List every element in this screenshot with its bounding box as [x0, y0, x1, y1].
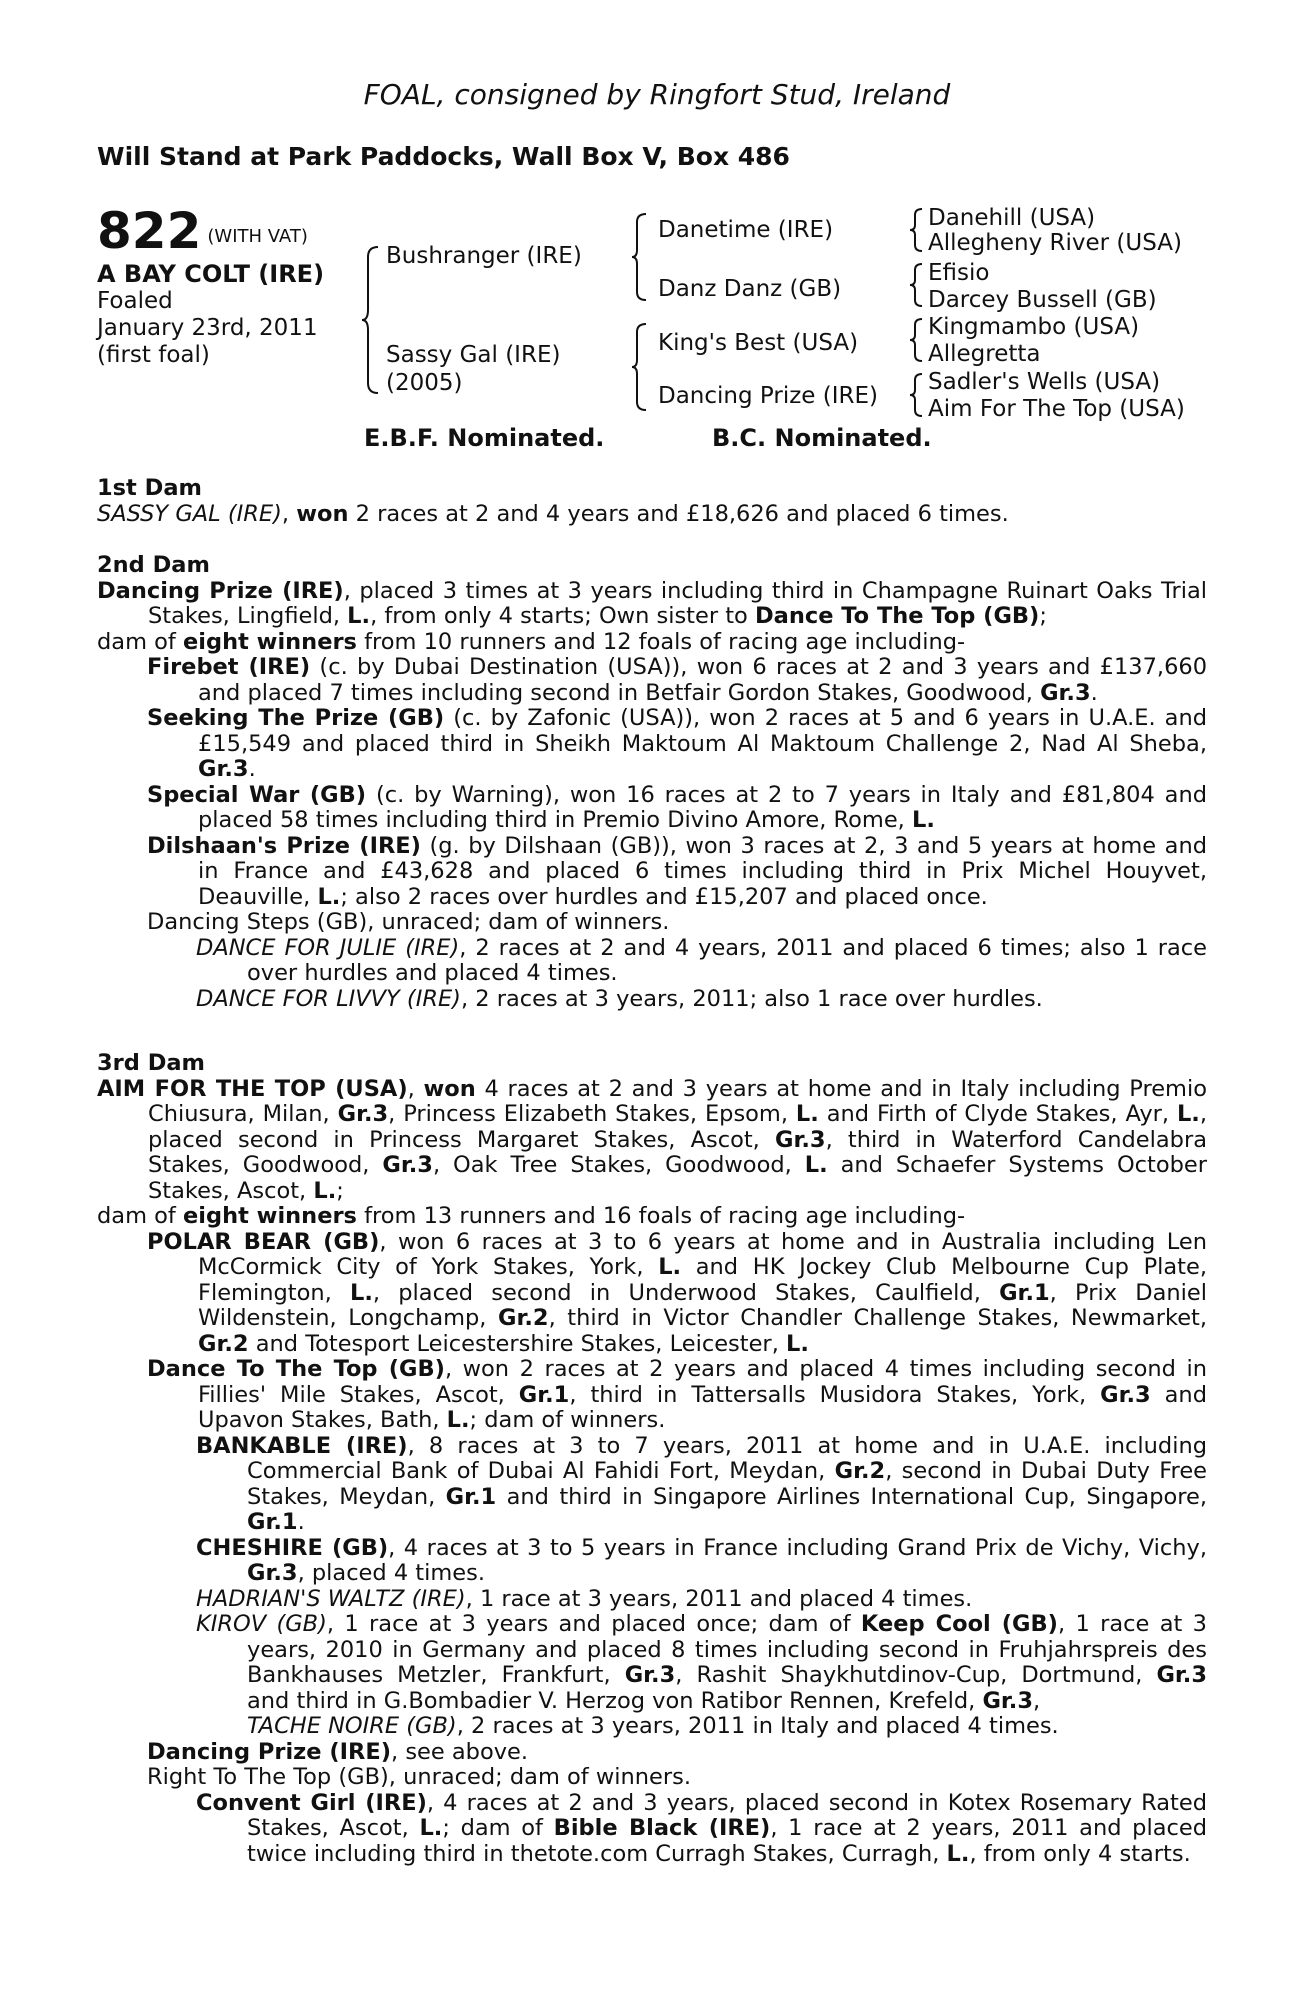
ancestor-2: Allegheny River (USA) — [928, 230, 1182, 256]
second-dam-heading: 2nd Dam — [97, 552, 210, 578]
lot-title: A BAY COLT (IRE) — [97, 260, 325, 288]
consignment-line: FOAL, consigned by Ringfort Stud, Ireland — [363, 78, 951, 111]
ebf-nominated: E.B.F. Nominated. — [364, 424, 605, 452]
sire: Bushranger (IRE) — [386, 243, 582, 269]
produce-tache-noire: TACHE NOIRE (GB), 2 races at 3 years, 2011 in Italy and placed 4 times. — [247, 1713, 1059, 1739]
ancestor-5: Kingmambo (USA) — [928, 314, 1140, 340]
produce-cheshire: CHESHIRE (GB), 4 races at 3 to 5 years in France including Grand Prix de Vichy, Vichy, Gr.3, placed 4 times. — [196, 1534, 1207, 1586]
pedigree-brace-g4 — [908, 372, 926, 418]
dam: Sassy Gal (IRE) — [386, 342, 561, 368]
dam-year: (2005) — [386, 370, 463, 396]
produce-dancing-steps: Dancing Steps (GB), unraced; dam of winners. — [147, 909, 670, 935]
foaled-date: January 23rd, 2011 — [97, 315, 318, 341]
foaled-label: Foaled — [97, 288, 173, 314]
produce-dance-for-livvy: DANCE FOR LIVVY (IRE), 2 races at 3 years, 2011; also 1 race over hurdles. — [196, 985, 1043, 1012]
foal-note: (first foal) — [97, 342, 210, 368]
produce-hadrians-waltz: HADRIAN'S WALTZ (IRE), 1 race at 3 years, 2011 and placed 4 times. — [196, 1585, 973, 1612]
ancestor-7: Sadler's Wells (USA) — [928, 369, 1161, 395]
lot-block — [97, 202, 325, 369]
pedigree-brace-main — [360, 245, 382, 395]
produce-firebet: Firebet (IRE) (c. by Dubai Destination (USA)), won 6 races at 2 and 3 years and £137,660 and placed 7 times including second in Betfair Gordon Stakes, Goodwood, Gr.3. — [147, 654, 1208, 706]
second-dam-produce-intro: dam of eight winners from 10 runners and 12 foals of racing age including- — [97, 628, 966, 655]
stand-location: Will Stand at Park Paddocks, Wall Box V, Box 486 — [97, 142, 790, 171]
sire-dam: Danz Danz (GB) — [658, 276, 842, 302]
first-dam-heading: 1st Dam — [97, 475, 202, 501]
produce-bankable: BANKABLE (IRE), 8 races at 3 to 7 years, 2011 at home and in U.A.E. including Commercial Bank of Dubai Al Fahidi Fort, Meydan, Gr.2, second in Dubai Duty Free Stakes, Meydan, Gr.1 and third in Singapore Airlines International Cup, Singapore, Gr.1. — [196, 1432, 1207, 1535]
produce-right-to-the-top: Right To The Top (GB), unraced; dam of winners. — [147, 1764, 691, 1790]
dam-dam: Dancing Prize (IRE) — [658, 383, 878, 409]
pedigree-brace-g3 — [908, 317, 926, 363]
produce-kirov: KIROV (GB), 1 race at 3 years and placed once; dam of Keep Cool (GB), 1 race at 3 years, 2010 in Germany and placed 8 times including second in Fruhjahrspreis des Bankhauses Metzler, Frankfurt, Gr.3, Rashit Shaykhutdinov-Cup, Dortmund, Gr.3 and third in G.Bombadier V. Herzog von Ratibor Rennen, Krefeld, Gr.3, — [196, 1611, 1207, 1714]
ancestor-1: Danehill (USA) — [928, 205, 1096, 231]
pedigree-brace-g2 — [908, 262, 926, 308]
produce-seeking-the-prize: Seeking The Prize (GB) (c. by Zafonic (USA)), won 2 races at 5 and 6 years in U.A.E. and £15,549 and placed third in Sheikh Maktoum Al Maktoum Challenge 2, Nad Al Sheba, Gr.3. — [147, 705, 1207, 782]
produce-dilshaans-prize: Dilshaan's Prize (IRE) (g. by Dilshaan (GB)), won 3 races at 2, 3 and 5 years at home and in France and £43,628 and placed 6 times including third in Prix Michel Houyvet, Deauville, L.; also 2 races over hurdles and £15,207 and placed once. — [147, 832, 1207, 910]
pedigree-brace-dam — [630, 322, 650, 412]
produce-dance-to-the-top: Dance To The Top (GB), won 2 races at 2 years and placed 4 times including second in Fillies' Mile Stakes, Ascot, Gr.1, third in Tattersalls Musidora Stakes, York, Gr.3 and Upavon Stakes, Bath, L.; dam of winners. — [147, 1356, 1207, 1433]
ancestor-4: Darcey Bussell (GB) — [928, 287, 1157, 313]
first-dam-name: SASSY GAL (IRE) — [97, 500, 282, 527]
bc-nominated: B.C. Nominated. — [712, 424, 932, 452]
produce-dance-for-julie: DANCE FOR JULIE (IRE), 2 races at 2 and 4 years, 2011 and placed 6 times; also 1 race over hurdles and placed 4 times. — [196, 934, 1207, 986]
lot-number: 822 — [97, 202, 202, 260]
produce-dancing-prize: Dancing Prize (IRE), see above. — [147, 1738, 529, 1765]
produce-convent-girl: Convent Girl (IRE), 4 races at 2 and 3 years, placed second in Kotex Rosemary Rated Stakes, Ascot, L.; dam of Bible Black (IRE), 1 race at 2 years, 2011 and placed twice including third in thetote.com Curragh Stakes, Curragh, L., from only 4 starts. — [196, 1789, 1207, 1867]
second-dam-entry: Dancing Prize (IRE), placed 3 times at 3 years including third in Champagne Ruinart Oaks Trial Stakes, Lingfield, L., from only 4 starts; Own sister to Dance To The Top (GB); — [97, 577, 1207, 629]
pedigree-brace-g1 — [908, 207, 926, 253]
vat-note: (WITH VAT) — [207, 226, 308, 247]
third-dam-section — [97, 1051, 1207, 1867]
ancestor-6: Allegretta — [928, 341, 1041, 367]
ancestor-8: Aim For The Top (USA) — [928, 396, 1185, 422]
ancestor-3: Efisio — [928, 260, 990, 286]
produce-special-war: Special War (GB) (c. by Warning), won 16 races at 2 to 7 years in Italy and £81,804 and placed 58 times including third in Premio Divino Amore, Rome, L. — [147, 781, 1208, 833]
third-dam-heading: 3rd Dam — [97, 1050, 205, 1076]
first-dam-section: 1st Dam SASSY GAL (IRE), won 2 races at 2 and 4 years and £18,626 and placed 6 times. — [97, 476, 1207, 527]
sire-sire: Danetime (IRE) — [658, 217, 834, 243]
pedigree-brace-sire — [630, 212, 650, 302]
third-dam-entry: AIM FOR THE TOP (USA), won 4 races at 2 and 3 years at home and in Italy including Premio Chiusura, Milan, Gr.3, Princess Elizabeth Stakes, Epsom, L. and Firth of Clyde Stakes, Ayr, L., placed second in Princess Margaret Stakes, Ascot, Gr.3, third in Waterford Candelabra Stakes, Goodwood, Gr.3, Oak Tree Stakes, Goodwood, L. and Schaefer Systems October Stakes, Ascot, L.; — [97, 1075, 1208, 1204]
second-dam-section — [97, 553, 1207, 1012]
produce-polar-bear: POLAR BEAR (GB), won 6 races at 3 to 6 years at home and in Australia including Len McCormick City of York Stakes, York, L. and HK Jockey Club Melbourne Cup Plate, Flemington, L., placed second in Underwood Stakes, Caulfield, Gr.1, Prix Daniel Wildenstein, Longchamp, Gr.2, third in Victor Chandler Challenge Stakes, Newmarket, Gr.2 and Totesport Leicestershire Stakes, Leicester, L. — [147, 1228, 1208, 1357]
dam-sire: King's Best (USA) — [658, 330, 859, 356]
third-dam-produce-intro: dam of eight winners from 13 runners and 16 foals of racing age including- — [97, 1203, 966, 1229]
